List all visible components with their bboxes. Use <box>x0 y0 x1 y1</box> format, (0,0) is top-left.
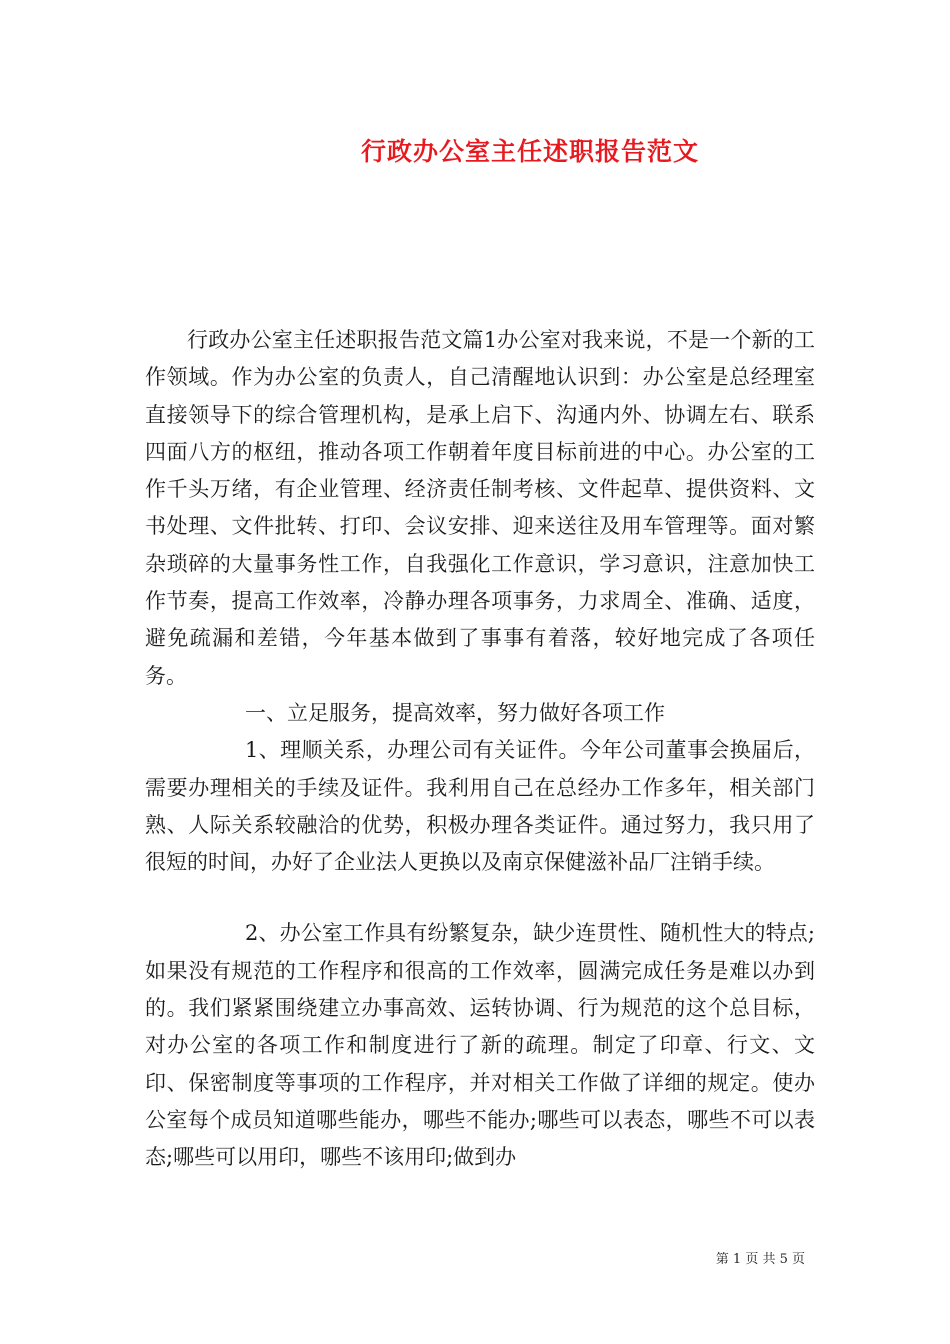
list-item: 2、办公室工作具有纷繁复杂，缺少连贯性、随机性大的特点;如果没有规范的工作程序和很高的工作效率，圆满完成任务是难以办到的。我们紧紧围绕建立办事高效、运转协调、行为规范的这个总目标，对办公室的各项工作和制度进行了新的疏理。制定了印章、行文、文印、保密制度等事项的工作程序，并对相关工作做了详细的规定。使办公室每个成员知道哪些能办，哪些不能办;哪些可以表态，哪些不可以表态;哪些可以用印，哪些不该用印;做到办 <box>145 921 815 1170</box>
page-number: 第 1 页 共 5 页 <box>715 1252 805 1267</box>
section-heading: 一、立足服务，提高效率，努力做好各项工作 <box>245 700 665 725</box>
document-title: 行政办公室主任述职报告范文 <box>360 137 699 166</box>
list-item: 1、理顺关系，办理公司有关证件。今年公司董事会换届后，需要办理相关的手续及证件。我利用自己在总经办工作多年，相关部门熟、人际关系较融洽的优势，积极办理各类证件。通过努力，我只用了很短的时间，办好了企业法人更换以及南京保健滋补品厂注销手续。 <box>145 738 815 875</box>
document-body <box>145 322 815 1177</box>
intro-paragraph: 行政办公室主任述职报告范文篇1办公室对我来说，不是一个新的工作领域。作为办公室的负责人，自己清醒地认识到：办公室是总经理室直接领导下的综合管理机构，是承上启下、沟通内外、协调左右、联系四面八方的枢纽，推动各项工作朝着年度目标前进的中心。办公室的工作千头万绪，有企业管理、经济责任制考核、文件起草、提供资料、文书处理、文件批转、打印、会议安排、迎来送往及用车管理等。面对繁杂琐碎的大量事务性工作，自我强化工作意识，学习意识，注意加快工作节奏，提高工作效率，冷静办理各项事务，力求周全、准确、适度，避免疏漏和差错，今年基本做到了事事有着落，较好地完成了各项任务。 <box>145 328 815 688</box>
